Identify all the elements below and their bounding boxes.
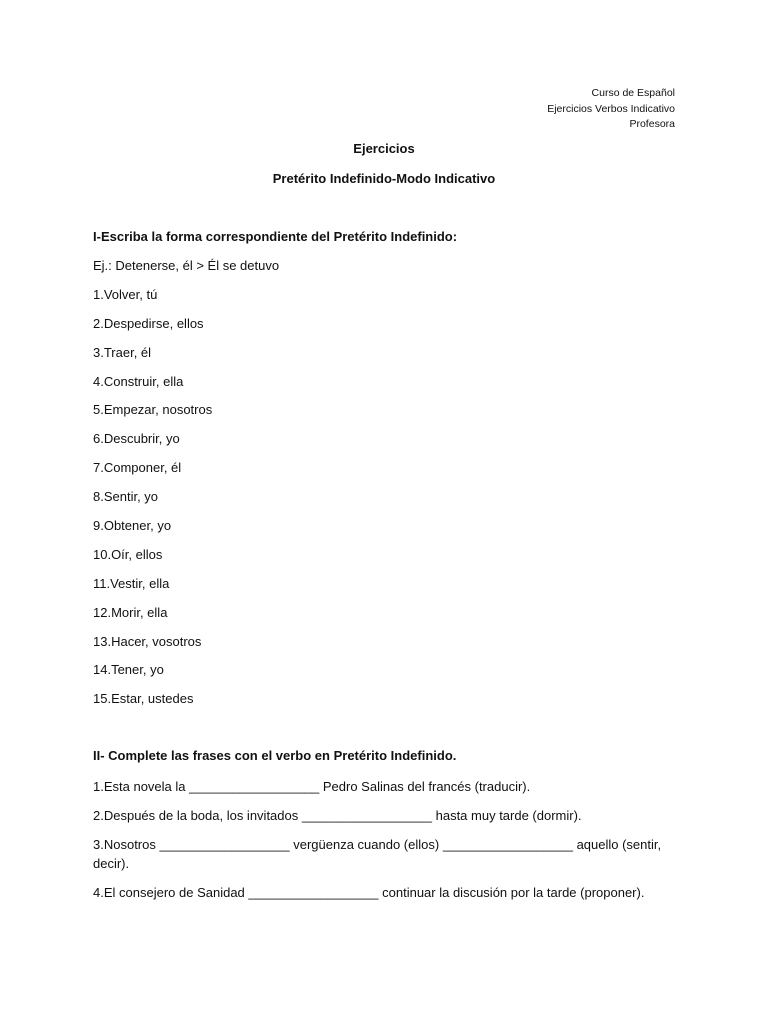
exercise-item: 11.Vestir, ella bbox=[93, 575, 170, 591]
sentence-item: 3.Nosotros __________________ vergüenza cuando (ellos) __________________ aquello (sentir, decir). bbox=[93, 837, 662, 872]
sentence-item: 4.El consejero de Sanidad __________________ continuar la discusión por la tarde (proponer). bbox=[93, 885, 645, 901]
exercise-item: 8.Sentir, yo bbox=[93, 489, 159, 505]
document-subtitle: Pretérito Indefinido-Modo Indicativo bbox=[272, 171, 496, 186]
exercise-item: 13.Hacer, vosotros bbox=[93, 633, 202, 649]
exercise-item: 10.Oír, ellos bbox=[93, 546, 163, 562]
sentence-item: 2.Después de la boda, los invitados __________________ hasta muy tarde (dormir). bbox=[93, 808, 582, 824]
exercise-item: 14.Tener, yo bbox=[93, 662, 164, 678]
section-2-heading: II- Complete las frases con el verbo en Pretérito Indefinido. bbox=[93, 748, 457, 764]
course-header bbox=[547, 86, 675, 133]
section-1-heading: I-Escriba la forma correspondiente del Pretérito Indefinido: bbox=[93, 229, 458, 244]
exercise-item: 5.Empezar, nosotros bbox=[93, 402, 213, 418]
section-spacer bbox=[93, 719, 675, 747]
document-title: Ejercicios bbox=[353, 141, 415, 156]
exercise-item: 7.Componer, él bbox=[93, 460, 182, 476]
sentence-item: 1.Esta novela la __________________ Pedro Salinas del francés (traducir). bbox=[93, 779, 531, 795]
document-body bbox=[93, 228, 675, 912]
section-2 bbox=[93, 747, 675, 902]
exercise-item: 15.Estar, ustedes bbox=[93, 691, 194, 707]
author-label: Profesora bbox=[629, 118, 675, 130]
exercise-item: 1.Volver, tú bbox=[93, 286, 158, 302]
section-1-example: Ej.: Detenerse, él > Él se detuvo bbox=[93, 258, 280, 273]
exercise-item: 6.Descubrir, yo bbox=[93, 431, 180, 447]
exercise-item: 2.Despedirse, ellos bbox=[93, 315, 204, 331]
worksheet-name: Ejercicios Verbos Indicativo bbox=[547, 102, 675, 115]
exercise-item: 12.Morir, ella bbox=[93, 604, 168, 620]
exercise-item: 9.Obtener, yo bbox=[93, 518, 172, 534]
course-name: Curso de Español bbox=[591, 87, 675, 99]
exercise-item: 4.Construir, ella bbox=[93, 373, 184, 389]
section-1 bbox=[93, 228, 675, 719]
exercise-item: 3.Traer, él bbox=[93, 344, 152, 360]
